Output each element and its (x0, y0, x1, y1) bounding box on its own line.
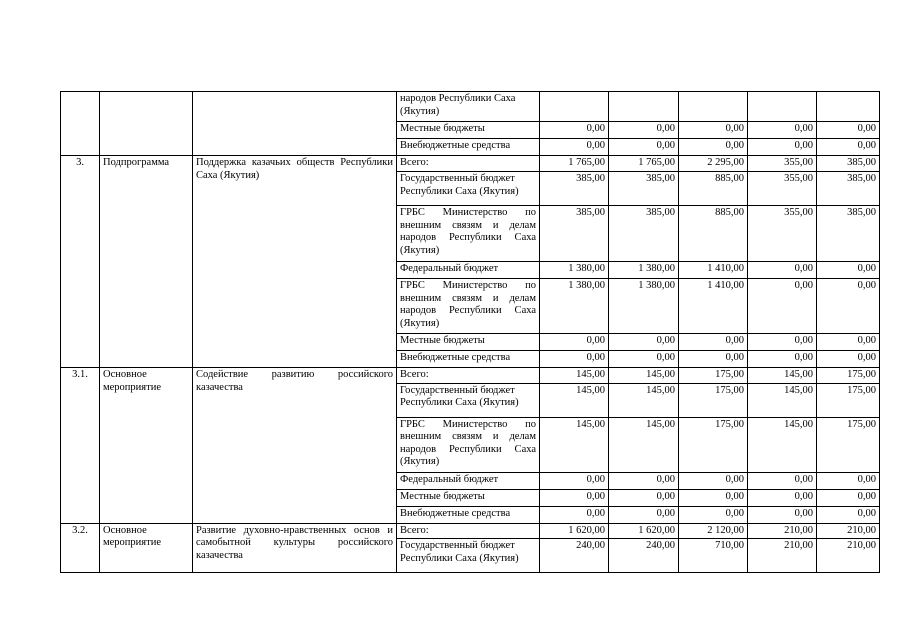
value-cell: 0,00 (679, 489, 748, 506)
table-row (61, 368, 880, 384)
value-cell (748, 92, 817, 122)
table-row (61, 156, 880, 172)
value-cell: 0,00 (748, 472, 817, 489)
value-cell: 0,00 (609, 334, 679, 351)
value-cell: 885,00 (679, 172, 748, 206)
value-cell: 355,00 (748, 172, 817, 206)
value-cell: 145,00 (540, 383, 609, 417)
value-cell: 0,00 (540, 139, 609, 156)
value-cell: 0,00 (748, 506, 817, 523)
item-type-cell (100, 92, 193, 156)
item-type-cell: Основное мероприятие (100, 368, 193, 524)
value-cell: 0,00 (540, 351, 609, 368)
funding-source-cell: Местные бюджеты (397, 122, 540, 139)
value-cell: 210,00 (817, 539, 880, 573)
value-cell: 385,00 (609, 172, 679, 206)
value-cell: 0,00 (609, 351, 679, 368)
funding-source-cell: Всего: (397, 156, 540, 172)
value-cell: 145,00 (748, 383, 817, 417)
value-cell: 0,00 (540, 489, 609, 506)
value-cell: 0,00 (609, 506, 679, 523)
value-cell: 0,00 (817, 489, 880, 506)
value-cell: 210,00 (748, 523, 817, 539)
funding-source-cell: Всего: (397, 368, 540, 384)
value-cell: 145,00 (540, 417, 609, 472)
value-cell: 0,00 (679, 506, 748, 523)
value-cell: 175,00 (817, 383, 880, 417)
funding-source-cell: Внебюджетные средства (397, 506, 540, 523)
value-cell: 1 380,00 (609, 262, 679, 279)
value-cell: 1 765,00 (540, 156, 609, 172)
value-cell: 885,00 (679, 206, 748, 262)
value-cell: 0,00 (609, 472, 679, 489)
value-cell: 385,00 (540, 172, 609, 206)
value-cell: 2 120,00 (679, 523, 748, 539)
value-cell: 385,00 (817, 172, 880, 206)
value-cell: 0,00 (817, 139, 880, 156)
value-cell: 175,00 (817, 368, 880, 384)
funding-source-cell: ГРБС Министерство по внешним связям и делам народов Республики Саха (Якутия) (397, 279, 540, 334)
value-cell: 0,00 (748, 122, 817, 139)
row-number-cell: 3.2. (61, 523, 100, 573)
value-cell (679, 92, 748, 122)
value-cell: 1 380,00 (540, 279, 609, 334)
item-name-cell: Поддержка казачьих обществ Республики Саха (Якутия) (193, 156, 397, 368)
value-cell: 385,00 (817, 206, 880, 262)
value-cell: 0,00 (679, 472, 748, 489)
item-name-cell: Развитие духовно-нравственных основ и самобытной культуры российского казачества (193, 523, 397, 573)
value-cell: 145,00 (748, 417, 817, 472)
value-cell: 1 620,00 (540, 523, 609, 539)
funding-source-cell: Местные бюджеты (397, 489, 540, 506)
row-number-cell (61, 92, 100, 156)
funding-source-cell: ГРБС Министерство по внешним связям и делам народов Республики Саха (Якутия) (397, 417, 540, 472)
value-cell: 175,00 (679, 383, 748, 417)
value-cell: 0,00 (817, 262, 880, 279)
value-cell: 1 620,00 (609, 523, 679, 539)
funding-source-cell: Всего: (397, 523, 540, 539)
value-cell: 175,00 (679, 368, 748, 384)
value-cell: 0,00 (817, 279, 880, 334)
value-cell: 0,00 (540, 334, 609, 351)
value-cell: 145,00 (748, 368, 817, 384)
value-cell: 145,00 (609, 417, 679, 472)
funding-source-cell: Внебюджетные средства (397, 139, 540, 156)
value-cell: 1 410,00 (679, 262, 748, 279)
value-cell: 710,00 (679, 539, 748, 573)
funding-source-cell: Государственный бюджет Республики Саха (Якутия) (397, 539, 540, 573)
value-cell: 145,00 (609, 383, 679, 417)
value-cell: 355,00 (748, 206, 817, 262)
value-cell: 0,00 (540, 472, 609, 489)
funding-source-cell: Местные бюджеты (397, 334, 540, 351)
value-cell: 145,00 (540, 368, 609, 384)
value-cell: 0,00 (817, 122, 880, 139)
value-cell: 210,00 (817, 523, 880, 539)
funding-source-cell: народов Республики Саха (Якутия) (397, 92, 540, 122)
value-cell: 0,00 (679, 139, 748, 156)
value-cell: 0,00 (748, 139, 817, 156)
value-cell: 210,00 (748, 539, 817, 573)
value-cell: 175,00 (679, 417, 748, 472)
value-cell: 145,00 (609, 368, 679, 384)
funding-source-cell: ГРБС Министерство по внешним связям и делам народов Республики Саха (Якутия) (397, 206, 540, 262)
table-row (61, 92, 880, 122)
value-cell (609, 92, 679, 122)
value-cell: 385,00 (609, 206, 679, 262)
value-cell: 0,00 (679, 351, 748, 368)
value-cell: 2 295,00 (679, 156, 748, 172)
value-cell: 0,00 (817, 506, 880, 523)
value-cell: 0,00 (748, 351, 817, 368)
value-cell: 0,00 (540, 506, 609, 523)
funding-source-cell: Государственный бюджет Республики Саха (Якутия) (397, 383, 540, 417)
funding-source-cell: Государственный бюджет Республики Саха (Якутия) (397, 172, 540, 206)
value-cell: 0,00 (817, 334, 880, 351)
value-cell: 0,00 (748, 334, 817, 351)
funding-source-cell: Внебюджетные средства (397, 351, 540, 368)
funding-source-cell: Федеральный бюджет (397, 262, 540, 279)
row-number-cell: 3.1. (61, 368, 100, 524)
item-type-cell: Подпрограмма (100, 156, 193, 368)
row-number-cell: 3. (61, 156, 100, 368)
value-cell: 0,00 (817, 472, 880, 489)
value-cell: 240,00 (540, 539, 609, 573)
value-cell: 0,00 (540, 122, 609, 139)
value-cell: 175,00 (817, 417, 880, 472)
funding-source-cell: Федеральный бюджет (397, 472, 540, 489)
value-cell: 1 380,00 (540, 262, 609, 279)
item-name-cell: Содействие развитию российского казачества (193, 368, 397, 524)
value-cell: 385,00 (540, 206, 609, 262)
value-cell: 1 410,00 (679, 279, 748, 334)
value-cell: 0,00 (748, 489, 817, 506)
value-cell: 0,00 (817, 351, 880, 368)
value-cell: 0,00 (679, 122, 748, 139)
value-cell (540, 92, 609, 122)
item-name-cell (193, 92, 397, 156)
value-cell: 0,00 (748, 279, 817, 334)
value-cell: 240,00 (609, 539, 679, 573)
value-cell: 1 765,00 (609, 156, 679, 172)
value-cell: 1 380,00 (609, 279, 679, 334)
item-type-cell: Основное мероприятие (100, 523, 193, 573)
value-cell: 0,00 (679, 334, 748, 351)
value-cell: 0,00 (609, 139, 679, 156)
table-row (61, 523, 880, 539)
value-cell (817, 92, 880, 122)
value-cell: 0,00 (609, 122, 679, 139)
value-cell: 385,00 (817, 156, 880, 172)
budget-table (60, 91, 880, 573)
value-cell: 355,00 (748, 156, 817, 172)
value-cell: 0,00 (609, 489, 679, 506)
value-cell: 0,00 (748, 262, 817, 279)
